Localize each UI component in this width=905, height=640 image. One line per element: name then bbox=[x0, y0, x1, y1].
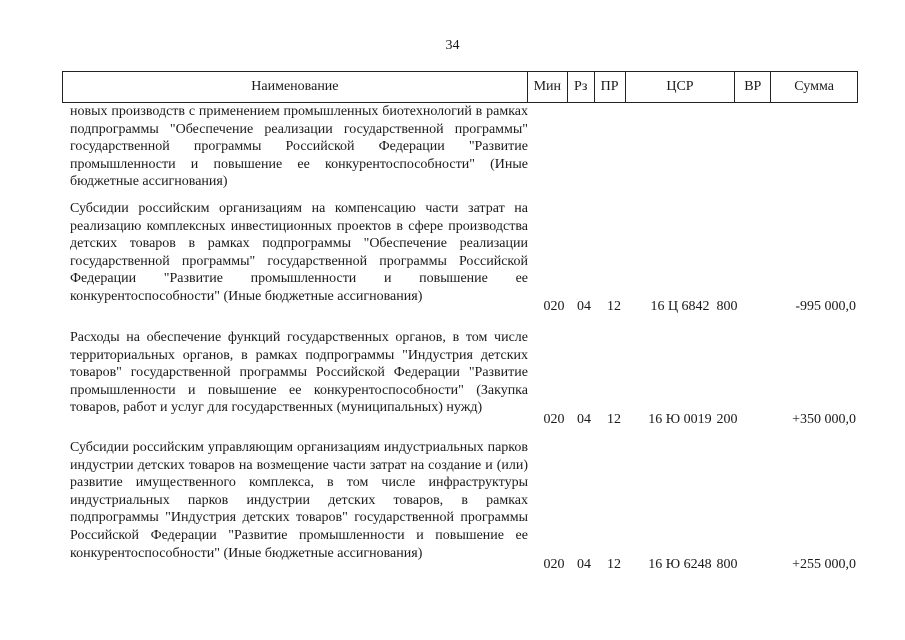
table-header bbox=[62, 71, 858, 103]
row-vr: 800 bbox=[716, 299, 738, 314]
row-pr: 12 bbox=[607, 557, 621, 572]
header-sum: Сумма bbox=[770, 72, 857, 102]
row-csr: 16 Ю 6248 bbox=[648, 557, 712, 572]
row-rz: 04 bbox=[577, 557, 591, 572]
row-min: 020 bbox=[543, 412, 565, 427]
page-number: 34 bbox=[445, 38, 460, 53]
row-rz: 04 bbox=[577, 412, 591, 427]
row-name: новых производств с применением промышленных биотехнологий в рамках подпрограммы "Обеспечение реализации государственной программы" государственной программы Российской Федерации "Развитие промышленности и повышение ее конкурентоспособности" (Иные бюджетные ассигнования) bbox=[70, 104, 528, 190]
row-rz: 04 bbox=[577, 299, 591, 314]
row-sum: -995 000,0 bbox=[795, 299, 856, 314]
header-name: Наименование bbox=[251, 79, 339, 94]
row-csr: 16 Ц 6842 bbox=[650, 299, 710, 314]
table-row bbox=[62, 200, 858, 324]
table-row bbox=[62, 103, 858, 191]
row-name: Субсидии российским управляющим организациям индустриальных парков индустрии детских товаров на возмещение части затрат на создание и (или) развитие имущественного комплекса, в том числе инфраструктуры индустриальных парков индустрии детских товаров, в рамках подпрограммы "Индустрия детских товаров" государственной программы Российской Федерации "Развитие промышленности и повышение ее конкурентоспособности" (Иные бюджетные ассигнования) bbox=[70, 440, 528, 561]
row-vr: 800 bbox=[716, 557, 738, 572]
row-sum: +350 000,0 bbox=[792, 412, 856, 427]
row-pr: 12 bbox=[607, 412, 621, 427]
row-min: 020 bbox=[543, 299, 565, 314]
row-min: 020 bbox=[543, 557, 565, 572]
header-vr: ВР bbox=[734, 72, 770, 102]
row-name: Субсидии российским организациям на компенсацию части затрат на реализацию комплексных инвестиционных проектов в сфере производства детских товаров в рамках подпрограммы "Обеспечение реализации государственной программы" государственной программы Российской Федерации "Развитие промышленности и повышение ее конкурентоспособности" (Иные бюджетные ассигнования) bbox=[70, 201, 528, 304]
header-pr: ПР bbox=[594, 72, 625, 102]
header-min: Мин bbox=[527, 72, 567, 102]
row-csr: 16 Ю 0019 bbox=[648, 412, 712, 427]
row-name: Расходы на обеспечение функций государственных органов, в том числе территориальных органов, в рамках подпрограммы "Индустрия детских товаров" государственной программы Российской Федерации "Развитие промышленности и повышение ее конкурентоспособности" (Закупка товаров, работ и услуг для государственных (муниципальных) нужд) bbox=[70, 330, 528, 416]
header-csr: ЦСР bbox=[625, 72, 735, 102]
table-row bbox=[62, 439, 858, 581]
row-sum: +255 000,0 bbox=[792, 557, 856, 572]
row-pr: 12 bbox=[607, 299, 621, 314]
table-row bbox=[62, 329, 858, 435]
header-rz: Рз bbox=[567, 72, 594, 102]
row-vr: 200 bbox=[716, 412, 738, 427]
